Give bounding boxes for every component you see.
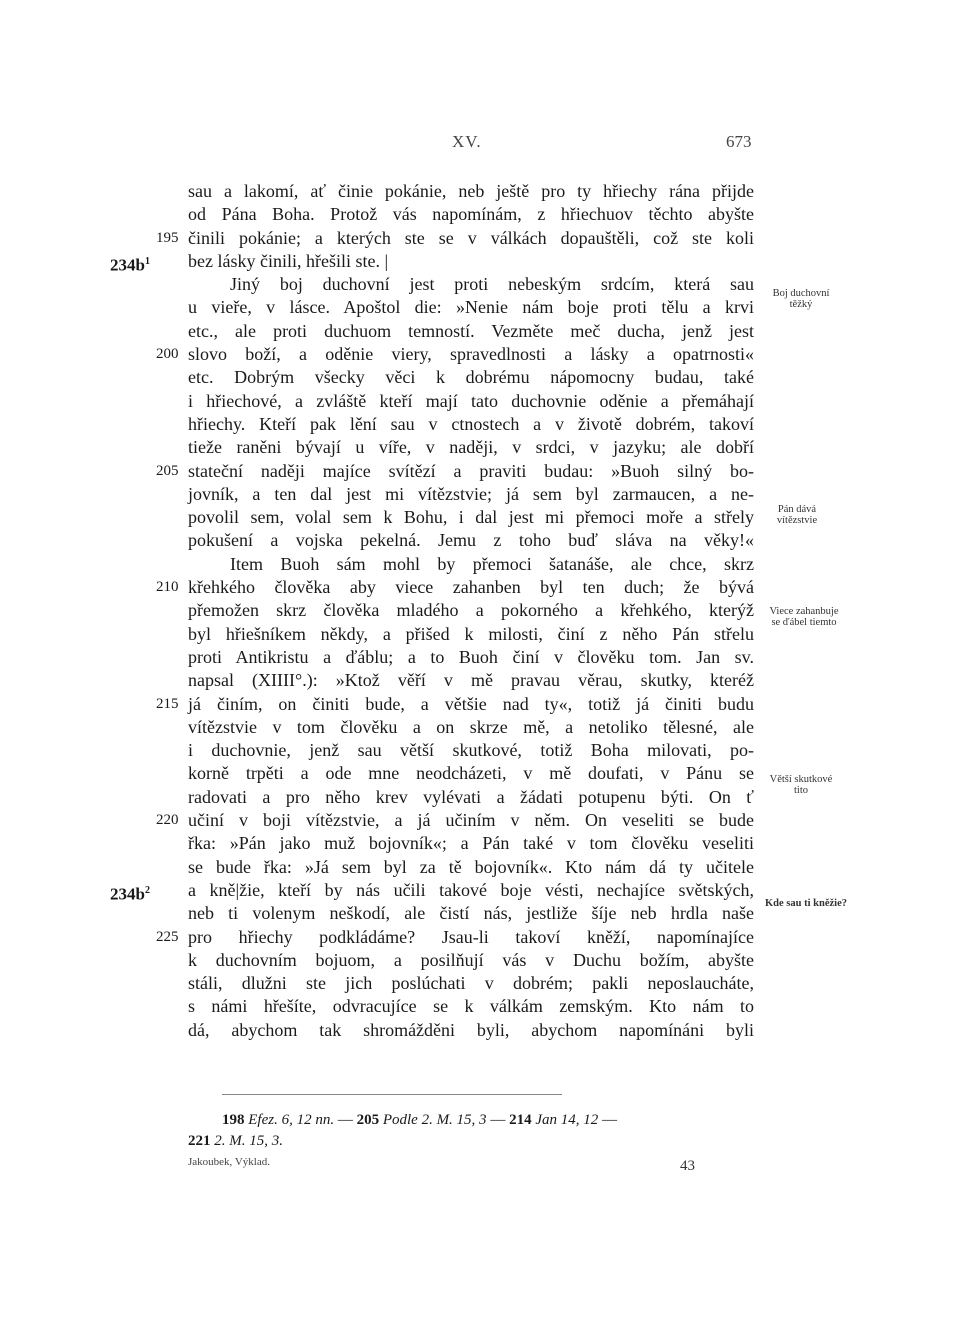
text-line <box>156 227 754 250</box>
line-number: 225 <box>156 928 179 945</box>
folio-label: 234b <box>110 884 145 904</box>
footnote-separator: — <box>601 1112 617 1128</box>
line-text: sau a lakomí, ať činie pokánie, neb ještě pro ty hřiechy rána přijde <box>188 181 754 201</box>
line-number: 205 <box>156 462 179 479</box>
footnote-number: 198 <box>222 1112 245 1128</box>
line-text: etc., ale proti duchuom temností. Vezměte meč ducha, jenž jest <box>188 320 754 341</box>
text-line <box>156 460 754 483</box>
text-line <box>188 483 754 506</box>
text-line <box>188 716 754 739</box>
line-text: radovati a pro něho krev vylévati a žádati potupenu býti. On ť <box>188 786 754 807</box>
margin-note: Kde sau ti kněžie? <box>765 898 847 909</box>
text-line <box>188 506 754 529</box>
footnote-line <box>188 1131 617 1152</box>
margin-note: Větší skutkové tito <box>769 774 833 796</box>
text-line <box>188 646 754 669</box>
line-text: slovo boží, a oděnie viery, spravedlnosti a lásky a opatrnosti« <box>188 344 754 365</box>
line-text: činili pokánie; a kterých ste se v válkách dopauštěli, což ste koli <box>188 227 754 248</box>
text-line <box>188 413 754 436</box>
line-text: a kně|žie, kteří by nás učili takové boje vésti, nechajíce světských, <box>188 879 754 900</box>
line-text: etc. Dobrým všecky věci k dobrému nápomocny budau, také <box>188 367 754 388</box>
text-line <box>156 693 754 716</box>
footnote-number: 205 <box>356 1112 380 1128</box>
folio-label: 234b <box>110 255 145 275</box>
text-line <box>188 786 754 809</box>
line-number: 215 <box>156 695 179 712</box>
text-line <box>110 250 754 275</box>
line-text: i hřiechové, a zvláště kteří mají tato duchovnie oděnie a přemáhají <box>188 390 754 411</box>
footnote-reference: Jan 14, 12 <box>535 1112 599 1128</box>
line-text: byl hřiešníkem někdy, a přišed k milosti, činí z něho Pán střelu <box>188 623 754 644</box>
line-text: já činím, on činiti bude, a většie nad ty«, totiž já činiti budu <box>188 693 754 714</box>
text-line <box>188 669 754 692</box>
text-line <box>188 739 754 762</box>
text-line <box>188 436 754 459</box>
folio-marker <box>110 250 150 277</box>
line-text: řka: »Pán jako muž bojovník«; a Pán také v tom člověku veseliti <box>188 833 754 854</box>
text-line <box>188 856 754 879</box>
text-line <box>110 879 754 904</box>
line-text: stateční naději majíce svítězí a praviti budau: »Buoh silný bo- <box>188 460 754 481</box>
text-line <box>188 296 754 319</box>
text-line <box>188 832 754 855</box>
line-text: i duchovnie, jenž sau větší skutkové, totiž Boha milovati, po- <box>188 740 754 761</box>
footnote-number: 221 <box>188 1133 211 1149</box>
line-text: u vieře, v lásce. Apoštol die: »Nenie nám boje proti tělu a krvi <box>188 297 754 318</box>
folio-superscript: 1 <box>144 255 150 267</box>
text-line <box>188 553 754 576</box>
line-text: jovník, a ten dal jest mi vítězstvie; já sem byl zarmaucen, a ne- <box>188 483 754 504</box>
line-text: neb ti volenym neškodí, ale čistí nás, jestliže šíje neb hrdla naše <box>188 903 754 924</box>
line-text: učiní v boji vítězstvie, a já učiním v něm. On veseliti se bude <box>188 810 754 831</box>
line-text: se bude řka: »Já sem byl za tě bojovník«. Kto nám dá ty učitele <box>188 856 754 877</box>
footnote-rule <box>222 1094 562 1095</box>
footnote-number: 214 <box>509 1112 532 1128</box>
line-text: křehkého člověka aby viece zahanben byl ten duch; že bývá <box>188 577 754 598</box>
text-line <box>156 809 754 832</box>
line-text: stáli, dlužni ste jich poslúchati v dobrém; pakli neposlaucháte, <box>188 973 754 994</box>
line-text: hřiechy. Kteří pak lění sau v ctnostech a v životě dobrém, takoví <box>188 413 754 434</box>
line-text: k duchovním bojuom, a posilňují vás v Duchu božím, abyšte <box>188 949 754 970</box>
line-text: napsal (XIIII°.): »Ktož věří v mě pravau věrau, skutky, kteréž <box>188 670 754 691</box>
text-line <box>188 203 754 226</box>
footnote-separator: — <box>337 1112 353 1128</box>
line-text: pro hřiechy podkládáme? Jsau-li takoví kněží, napomínajíce <box>188 926 754 947</box>
text-line <box>188 995 754 1018</box>
line-text: proti Antikristu a ďáblu; a to Buoh činí v člověku tom. Jan sv. <box>188 646 754 667</box>
line-number: 200 <box>156 346 179 363</box>
line-text: povolil sem, volal sem k Bohu, i dal jest mi přemoci moře a střely <box>188 507 754 528</box>
text-line <box>188 390 754 413</box>
signature-mark: 43 <box>680 1158 695 1174</box>
line-text: přemožen skrz člověka mladého a pokorného a křehkého, kterýž <box>188 600 754 621</box>
line-number: 210 <box>156 579 179 596</box>
text-line <box>188 529 754 552</box>
text-line <box>188 273 754 296</box>
footnote-reference: 2. M. 15, 3. <box>214 1133 283 1149</box>
line-text: s námi hřešíte, odvracujíce se k válkám zemským. Kto nám to <box>188 996 754 1017</box>
line-text: tieže raněni bývají u víře, v naději, v srdci, v jazyku; ale dobří <box>188 437 754 458</box>
line-text: pokušení a vojska pekelná. Jemu z toho buď sláva na věky!« <box>188 530 754 551</box>
text-line <box>188 366 754 389</box>
line-text: od Pána Boha. Protož vás napomínám, z hřiechuov těchto abyšte <box>188 204 754 225</box>
main-text <box>110 180 754 1042</box>
footer-author: Jakoubek, Výklad. <box>188 1156 270 1168</box>
text-line <box>188 623 754 646</box>
page-number: 673 <box>726 132 752 151</box>
text-line <box>188 902 754 925</box>
text-line <box>156 926 754 949</box>
text-line <box>188 949 754 972</box>
line-text: Jiný boj duchovní jest proti nebeským srdcím, která sau <box>230 274 754 295</box>
line-number: 195 <box>156 229 179 246</box>
folio-marker <box>110 879 150 906</box>
footnote-reference: Podle 2. M. 15, 3 <box>382 1112 487 1128</box>
margin-note: Pán dává vítězstvie <box>776 504 818 526</box>
footnotes <box>188 1110 617 1152</box>
footnote-separator: — <box>490 1112 506 1128</box>
line-number: 220 <box>156 812 179 829</box>
line-text: Item Buoh sám mohl by přemoci šatanáše, ale chce, skrz <box>230 553 754 574</box>
text-line <box>156 343 754 366</box>
footnote-line <box>188 1110 617 1131</box>
text-line <box>188 599 754 622</box>
text-line <box>188 320 754 343</box>
text-line <box>188 972 754 995</box>
footnote-reference: Efez. 6, 12 nn. <box>248 1112 335 1128</box>
text-line <box>188 762 754 785</box>
folio-superscript: 2 <box>144 884 150 896</box>
text-line <box>188 1019 754 1042</box>
line-text: dá, abychom tak shromážděni byli, abychom napomínáni byli <box>188 1019 754 1040</box>
line-text: vítězstvie v tom člověku a on skrze mě, a netoliko tělesné, ale <box>188 716 754 737</box>
running-head-chapter: XV. <box>452 132 482 151</box>
margin-note: Boj duchovní těžký <box>772 288 830 310</box>
line-text: korně trpěti a ode mne neodcházeti, v mě doufati, v Pánu se <box>188 763 754 784</box>
margin-note: Viece zahanbuje se ďábel tiemto <box>769 606 839 628</box>
text-line <box>188 180 754 203</box>
line-text: bez lásky činili, hřešili ste. | <box>188 250 389 271</box>
text-line <box>156 576 754 599</box>
